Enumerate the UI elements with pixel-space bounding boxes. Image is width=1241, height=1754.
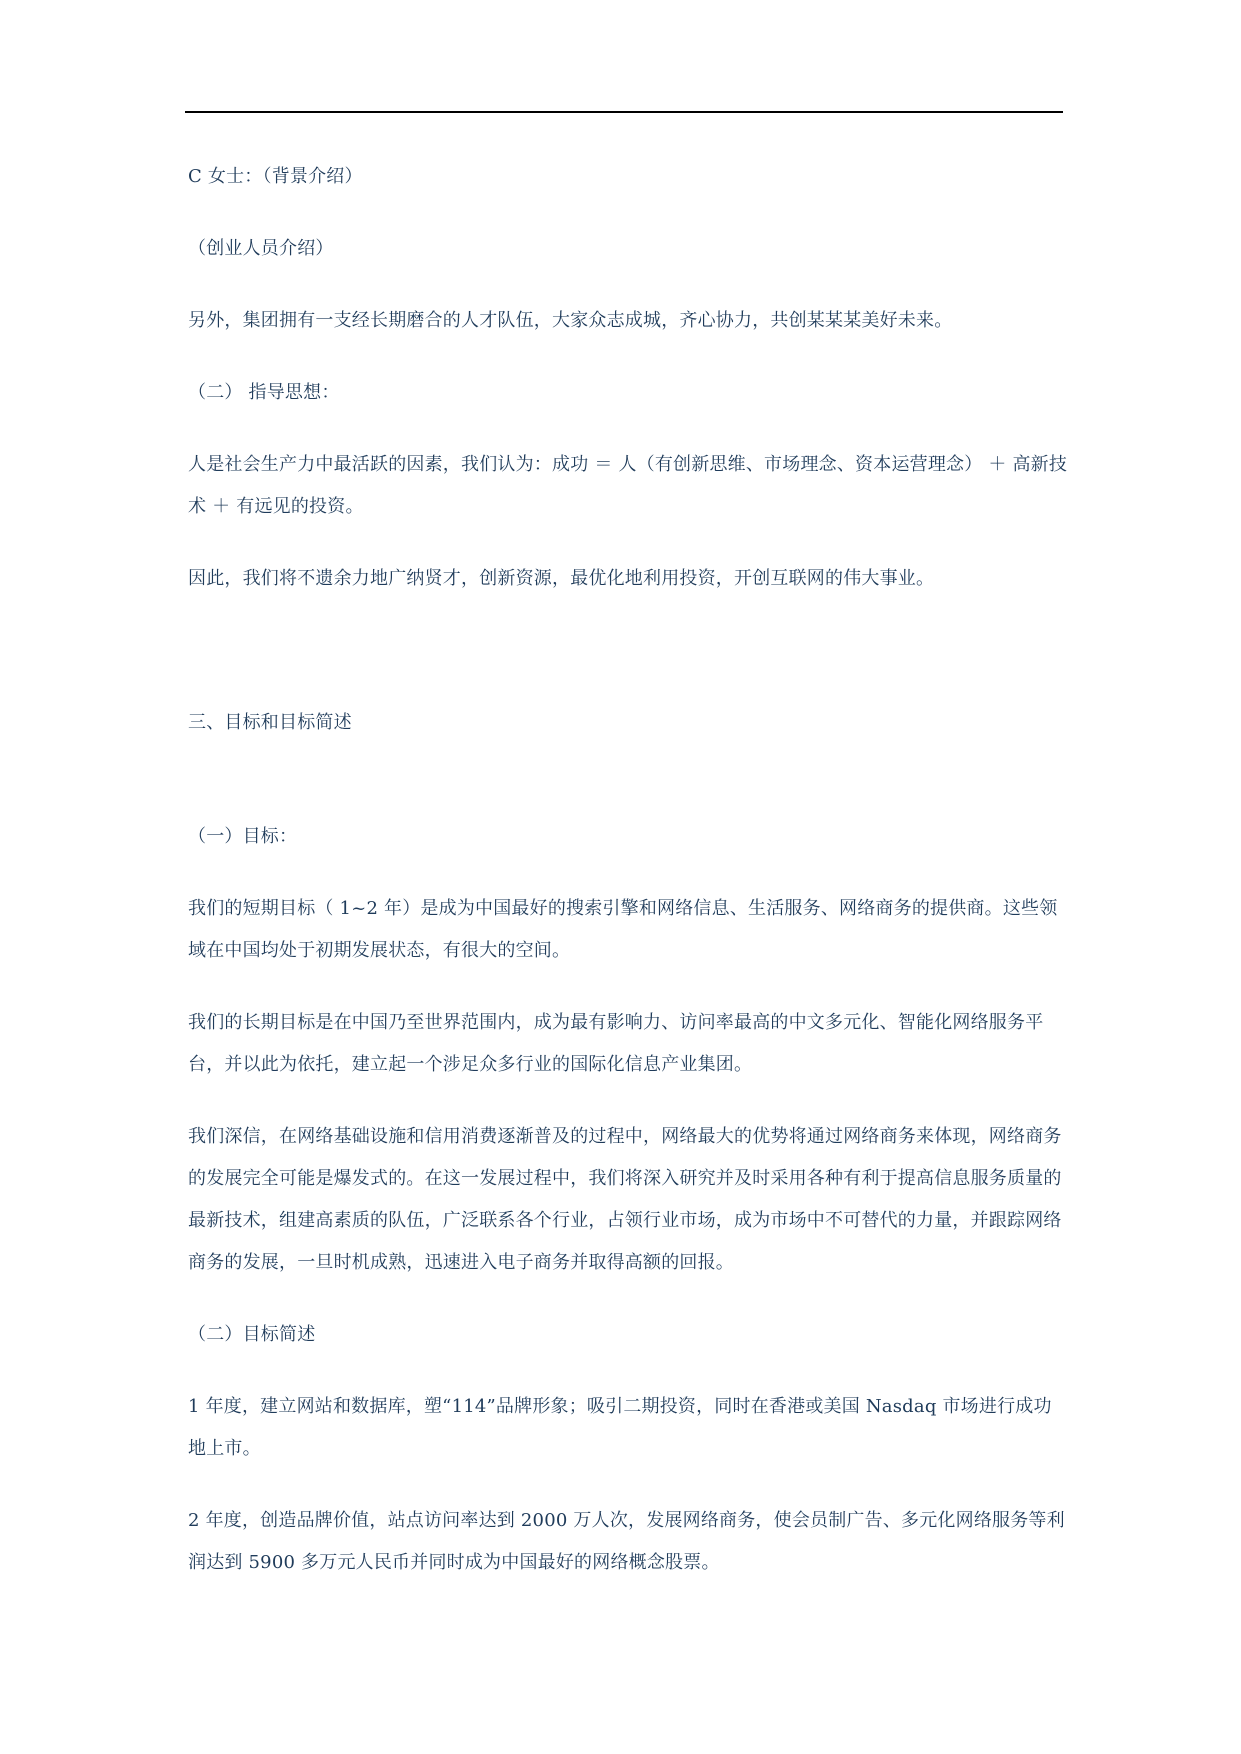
paragraph-short-term-goal: 我们的短期目标（ 1~2 年）是成为中国最好的搜索引擎和网络信息、生活服务、网络商务的提供商。这些领域在中国均处于初期发展状态，有很大的空间。 — [188, 898, 1058, 961]
heading-goals: （一）目标： — [188, 826, 298, 847]
heading-guiding-idea: （二） 指导思想： — [188, 382, 340, 403]
paragraph-year-1: 1 年度，建立网站和数据库，塑“114”品牌形象；吸引二期投资，同时在香港或美国 Nasdaq 市场进行成功地上市。 — [188, 1396, 1052, 1459]
paragraph-ms-c: C 女士：（背景介绍） — [188, 166, 363, 187]
header-rule — [185, 111, 1063, 113]
paragraph-team: 另外，集团拥有一支经长期磨合的人才队伍，大家众志成城，齐心协力，共创某某某美好未来。 — [188, 310, 953, 331]
document-body — [188, 156, 1068, 1584]
paragraph-founders: （创业人员介绍） — [188, 238, 334, 259]
heading-goal-summary: （二）目标简述 — [188, 1324, 316, 1345]
paragraph-therefore: 因此，我们将不遗余力地广纳贤才，创新资源，最优化地利用投资，开创互联网的伟大事业。 — [188, 568, 935, 589]
paragraph-long-term-goal: 我们的长期目标是在中国乃至世界范围内，成为最有影响力、访问率最高的中文多元化、智能化网络服务平台，并以此为依托，建立起一个涉足众多行业的国际化信息产业集团。 — [188, 1012, 1044, 1075]
section-heading-goals: 三、目标和目标简述 — [188, 712, 352, 733]
paragraph-belief: 我们深信，在网络基础设施和信用消费逐渐普及的过程中，网络最大的优势将通过网络商务来体现，网络商务的发展完全可能是爆发式的。在这一发展过程中，我们将深入研究并及时采用各种有利于提高信息服务质量的最新技术，组建高素质的队伍，广泛联系各个行业，占领行业市场，成为市场中不可替代的力量，并跟踪网络商务的发展，一旦时机成熟，迅速进入电子商务并取得高额的回报。 — [188, 1126, 1062, 1273]
paragraph-success-formula: 人是社会生产力中最活跃的因素，我们认为：成功 ＝ 人（有创新思维、市场理念、资本运营理念） ＋ 高新技术 ＋ 有远见的投资。 — [188, 454, 1068, 517]
paragraph-year-2: 2 年度，创造品牌价值，站点访问率达到 2000 万人次，发展网络商务，使会员制广告、多元化网络服务等利润达到 5900 多万元人民币并同时成为中国最好的网络概念股票。 — [188, 1510, 1065, 1573]
